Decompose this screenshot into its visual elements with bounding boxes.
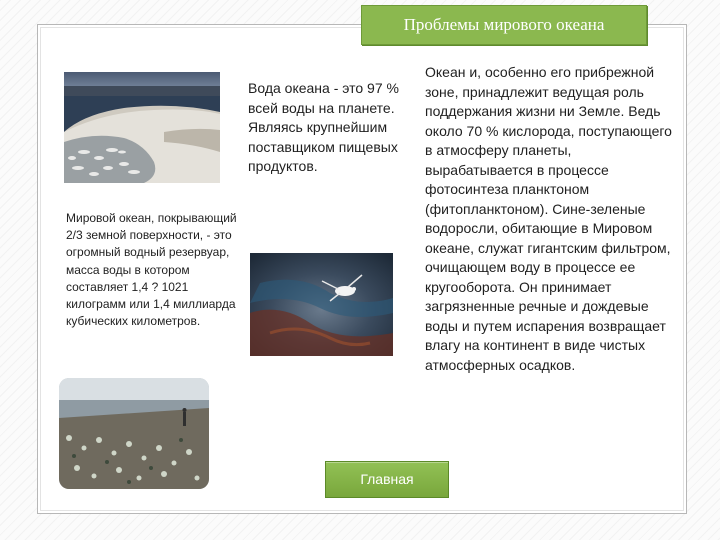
- slide-title: Проблемы мирового океана: [361, 5, 647, 45]
- oil-spill-bird-photo: [250, 253, 393, 356]
- ocean-water-share-text: Вода океана - это 97 % всей воды на планете. Являясь крупнейшим поставщиком пищевых продуктов.: [248, 80, 399, 174]
- dead-fish-shore-photo: [64, 72, 220, 183]
- ocean-role-text: Океан и, особенно его прибрежной зоне, принадлежит ведущая роль поддержания жизни ни Земле. Ведь около 70 % кислорода, поступающего в атмосферу планеты, вырабатывается в процессе фотосинтеза планктоном (фитопланктоном). Сине-зеленые водоросли, обитающие в Мировом океане, служат гигантским фильтром, очищающем воду в процессе ее кругооборота. Он принимает загрязненные речные и дождевые воды и путем испарения возвращает влагу на континент в виде чистых атмосферных осадков.: [425, 64, 672, 373]
- polluted-shore-photo: [59, 378, 209, 489]
- world-ocean-description-text: Мировой океан, покрывающий 2/3 земной поверхности, - это огромный водный резервуар, масса воды в котором составляет 1,4 ? 1021 килограмм или 1,4 миллиарда кубических километров.: [66, 211, 237, 329]
- main-page-button[interactable]: Главная: [325, 461, 449, 498]
